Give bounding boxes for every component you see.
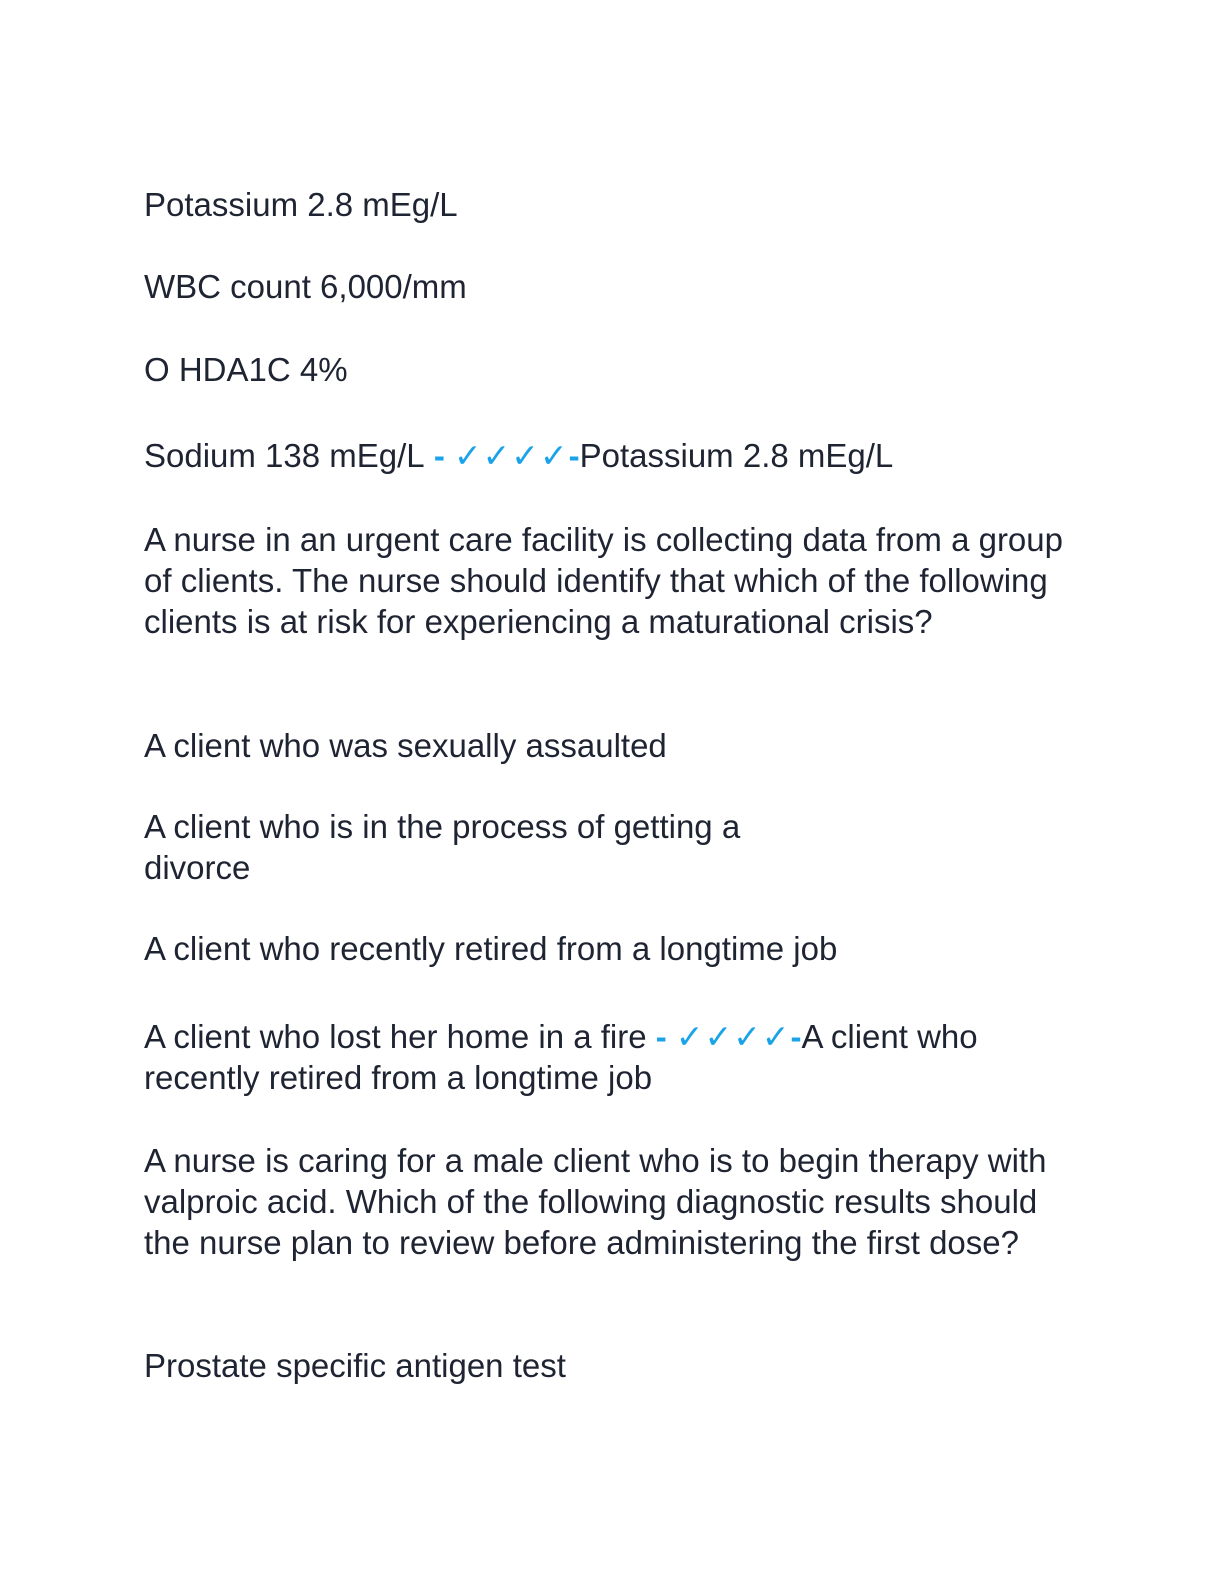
question-3-stem: A nurse is caring for a male client who is to begin therapy with valproic acid. Which of the following diagnostic results should the nurse plan to review before administering the first dose? [144, 1142, 1047, 1261]
answer-separator: - [646, 1018, 676, 1055]
answer-line-1 [144, 435, 1084, 476]
checkmark-icon: ✓✓✓✓ [675, 1018, 791, 1055]
option-psa-test: Prostate specific antigen test [144, 1347, 566, 1384]
option-sexually-assaulted: A client who was sexually assaulted [144, 727, 667, 764]
correct-answer-1: Potassium 2.8 mEg/L [579, 437, 894, 474]
answer-dash: - [568, 437, 580, 474]
option-wbc-count: WBC count 6,000/mm [144, 268, 467, 305]
answer-dash: - [790, 1018, 802, 1055]
answer-line-2 [144, 1016, 1084, 1098]
correct-answer-2: A client who recently retired from a longtime job [144, 1018, 978, 1096]
answer-separator: - [424, 437, 454, 474]
option-lost-home: A client who lost her home in a fire [144, 1018, 647, 1055]
option-hda1c: O HDA1C 4% [144, 351, 348, 388]
checkmark-icon: ✓✓✓✓ [454, 437, 569, 474]
option-potassium: Potassium 2.8 mEg/L [144, 186, 458, 223]
question-2-stem: A nurse in an urgent care facility is collecting data from a group of clients. The nurse should identify that which of the following clients is at risk for experiencing a maturational crisis? [144, 521, 1063, 640]
option-retired: A client who recently retired from a longtime job [144, 930, 838, 967]
option-divorce: A client who is in the process of getting a divorce [144, 808, 741, 886]
option-sodium: Sodium 138 mEg/L [144, 437, 425, 474]
